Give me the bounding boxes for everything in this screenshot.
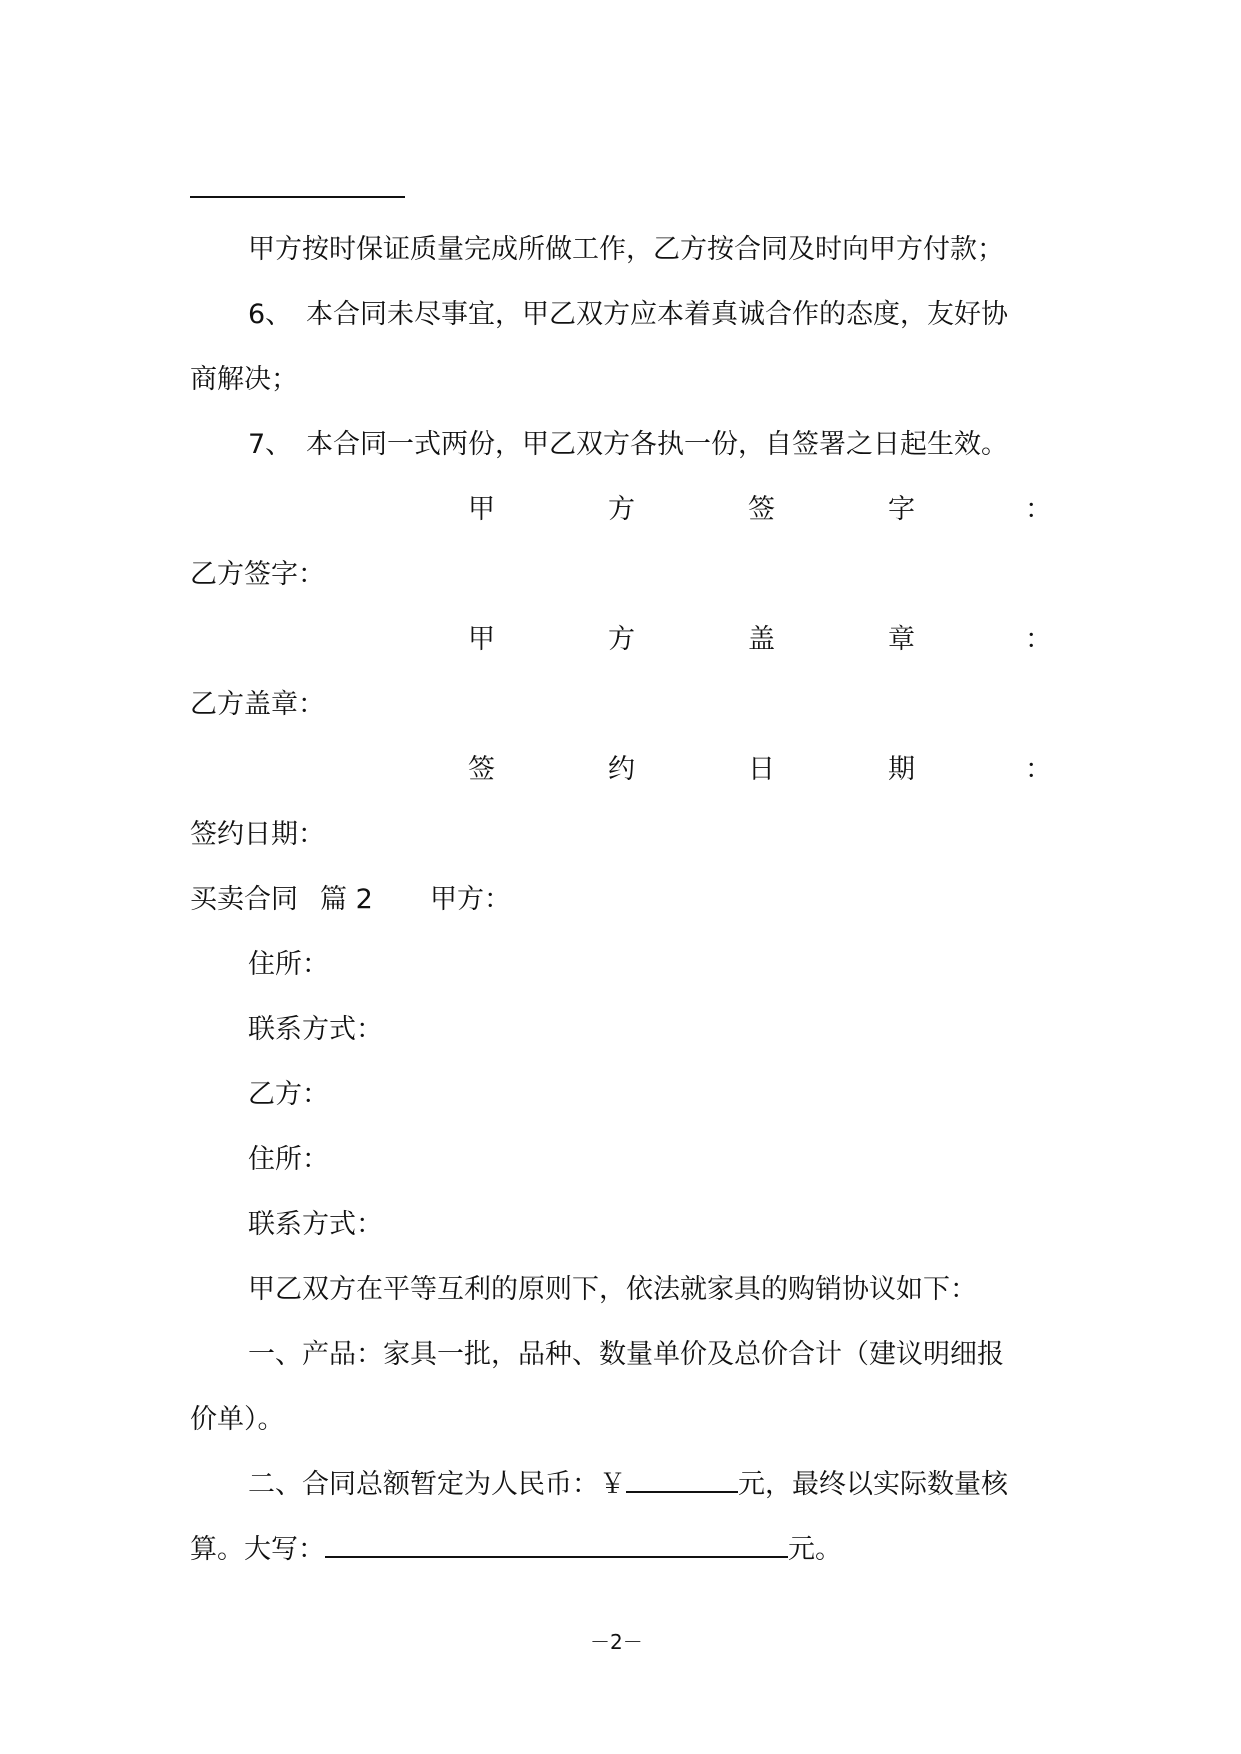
page-number: －2－ (590, 1630, 643, 1654)
clause-one-text: 一、产品：家具一批，品种、数量单价及总价合计（建议明细报 (248, 1339, 1004, 1370)
sig-char: 期 (888, 754, 915, 785)
contract-section: 篇 2 (320, 884, 373, 915)
sig-char: 日 (748, 754, 775, 785)
signing-date-label: 签约日期： (190, 819, 325, 850)
clause-two-tail: 元，最终以实际数量核 (738, 1469, 1008, 1500)
amount-words-blank (325, 1534, 788, 1558)
amount-blank (626, 1469, 738, 1493)
party-a-label: 甲方： (430, 884, 511, 915)
party-b-contact-label: 联系方式： (248, 1209, 383, 1240)
clause-two-continuation (190, 1533, 842, 1567)
sig-char: 签 (468, 754, 495, 785)
contract-title: 买卖合同 (190, 884, 298, 915)
party-b-seal-label: 乙方盖章： (190, 689, 325, 720)
sig-char: 签 (748, 494, 775, 525)
clause-7-number: 7、 (248, 429, 293, 460)
agreement-intro: 甲乙双方在平等互利的原则下，依法就家具的购销协议如下： (248, 1274, 977, 1305)
sig-char: 字 (888, 494, 915, 525)
clause-7-text: 本合同一式两份，甲乙双方各执一份，自签署之日起生效。 (306, 429, 1008, 460)
clause-one-continuation: 价单）。 (190, 1404, 285, 1435)
party-b-label: 乙方： (248, 1079, 329, 1110)
sig-char: ： (1025, 494, 1052, 525)
top-blank-line (190, 196, 405, 198)
sig-char: ： (1025, 624, 1052, 655)
party-a-address-label: 住所： (248, 949, 329, 980)
party-b-signature-label: 乙方签字： (190, 559, 325, 590)
clause-6-text: 本合同未尽事宜，甲乙双方应本着真诚合作的态度，友好协 (306, 299, 1008, 330)
sig-char: 章 (888, 624, 915, 655)
sig-char: 甲 (468, 494, 495, 525)
sig-char: 约 (608, 754, 635, 785)
amount-words-label: 算。大写： (190, 1534, 325, 1565)
clause-two-lead: 二、合同总额暂定为人民币：￥ (248, 1469, 626, 1500)
sig-char: 盖 (748, 624, 775, 655)
clause-6-continuation: 商解决； (190, 364, 298, 395)
amount-words-tail: 元。 (788, 1534, 842, 1565)
clause-paragraph: 甲方按时保证质量完成所做工作，乙方按合同及时向甲方付款； (248, 234, 1004, 265)
sig-char: 甲 (468, 624, 495, 655)
sig-char: ： (1025, 754, 1052, 785)
sig-char: 方 (608, 624, 635, 655)
clause-two-text (248, 1468, 1008, 1502)
clause-6-number: 6、 (248, 299, 293, 330)
party-b-address-label: 住所： (248, 1144, 329, 1175)
sig-char: 方 (608, 494, 635, 525)
party-a-contact-label: 联系方式： (248, 1014, 383, 1045)
